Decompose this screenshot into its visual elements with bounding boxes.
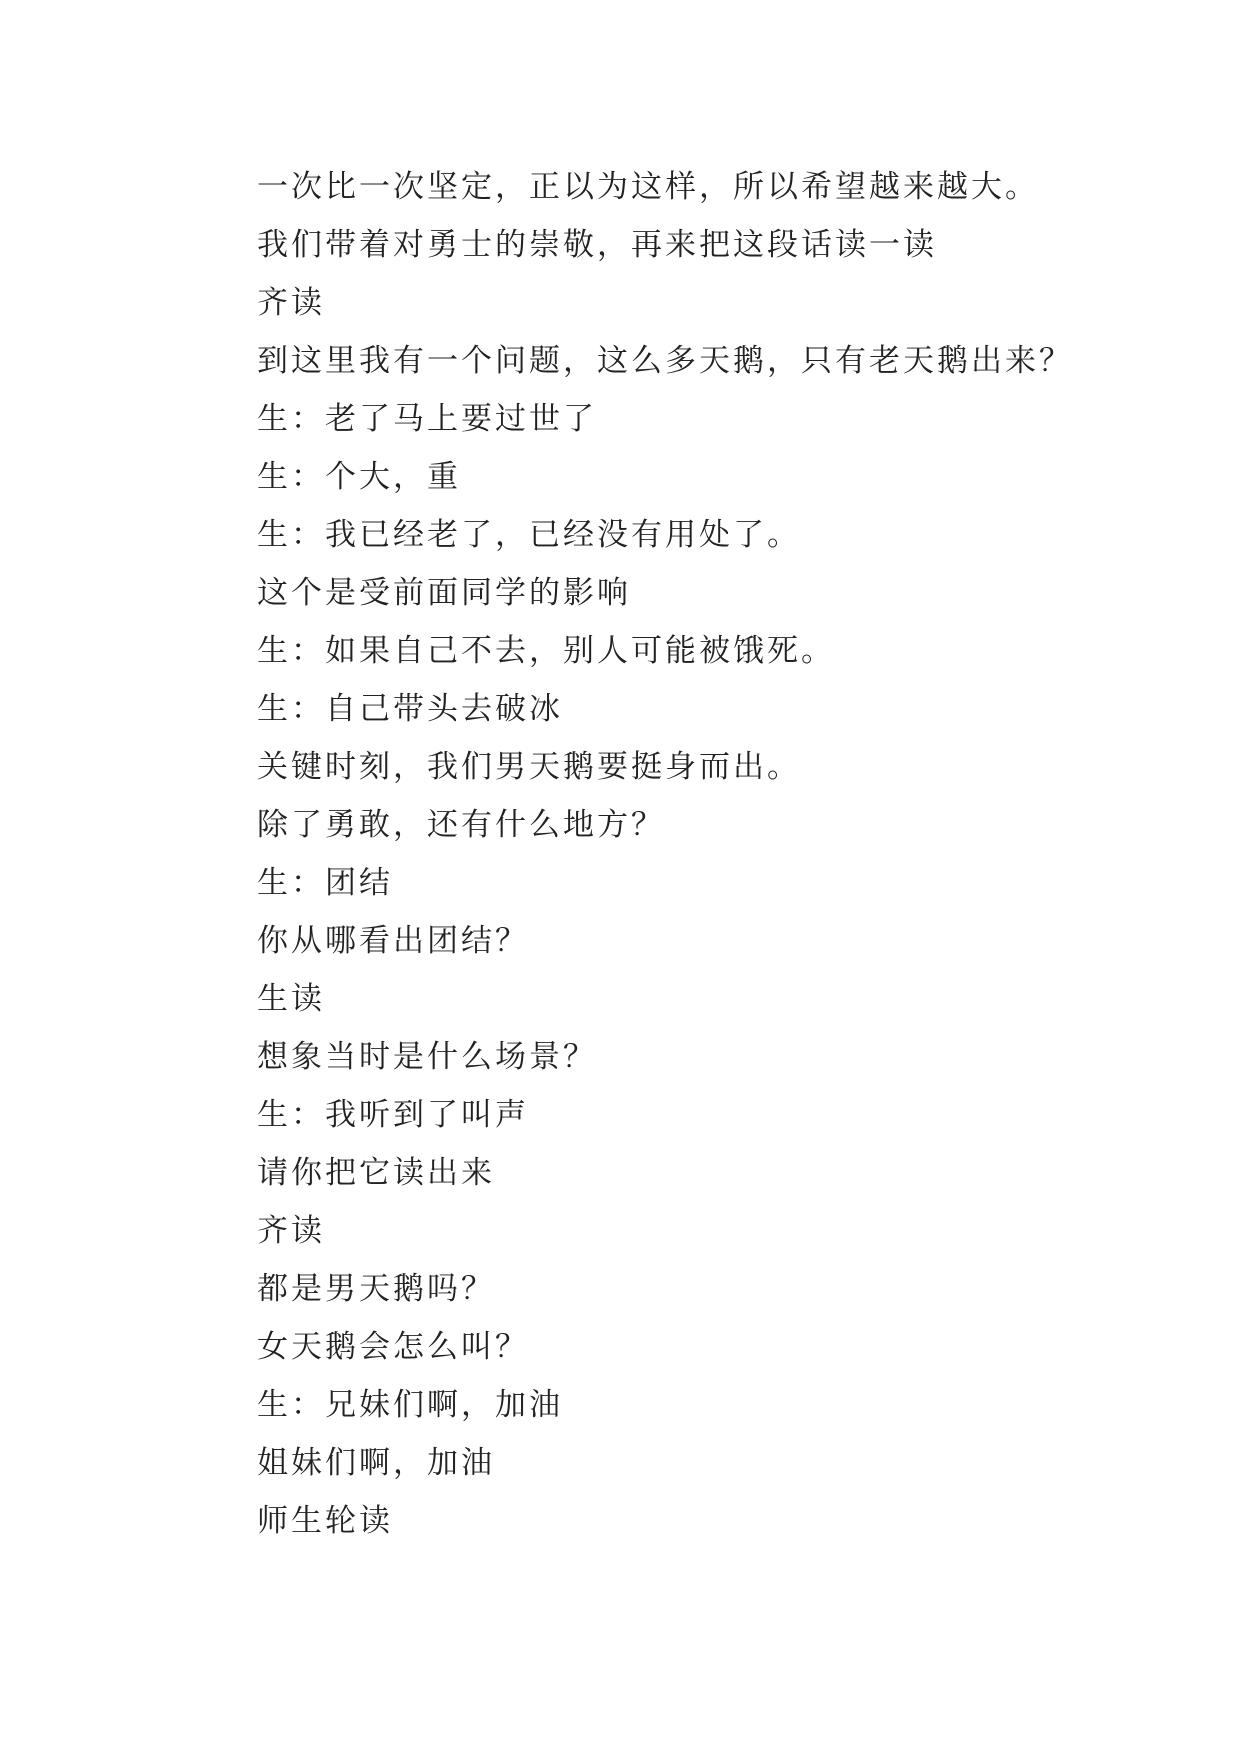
text-line: 到这里我有一个问题，这么多天鹅，只有老天鹅出来？ [257,343,1073,379]
text-line: 一次比一次坚定，正以为这样，所以希望越来越大。 [257,169,1039,205]
text-line: 请你把它读出来 [257,1155,495,1191]
text-line: 生：团结 [257,865,393,901]
text-line: 生：兄妹们啊，加油 [257,1387,563,1423]
text-line: 齐读 [257,285,325,321]
text-line: 生：个大，重 [257,459,461,495]
text-line: 都是男天鹅吗？ [257,1271,495,1307]
text-line: 想象当时是什么场景？ [257,1039,597,1075]
text-line: 生读 [257,981,325,1017]
text-line: 我们带着对勇士的崇敬，再来把这段话读一读 [257,227,937,263]
text-line: 齐读 [257,1213,325,1249]
text-line: 这个是受前面同学的影响 [257,575,631,611]
text-line: 生：老了马上要过世了 [257,401,597,437]
text-line: 生：如果自己不去，别人可能被饿死。 [257,633,835,669]
text-line: 姐妹们啊，加油 [257,1445,495,1481]
text-line: 除了勇敢，还有什么地方？ [257,807,665,843]
text-line: 师生轮读 [257,1503,393,1539]
text-line: 生：自己带头去破冰 [257,691,563,727]
text-line: 生：我已经老了，已经没有用处了。 [257,517,801,553]
text-line: 生：我听到了叫声 [257,1097,529,1133]
document-body [257,158,1157,1550]
text-line: 你从哪看出团结？ [257,923,529,959]
text-line: 关键时刻，我们男天鹅要挺身而出。 [257,749,801,785]
text-line: 女天鹅会怎么叫？ [257,1329,529,1365]
